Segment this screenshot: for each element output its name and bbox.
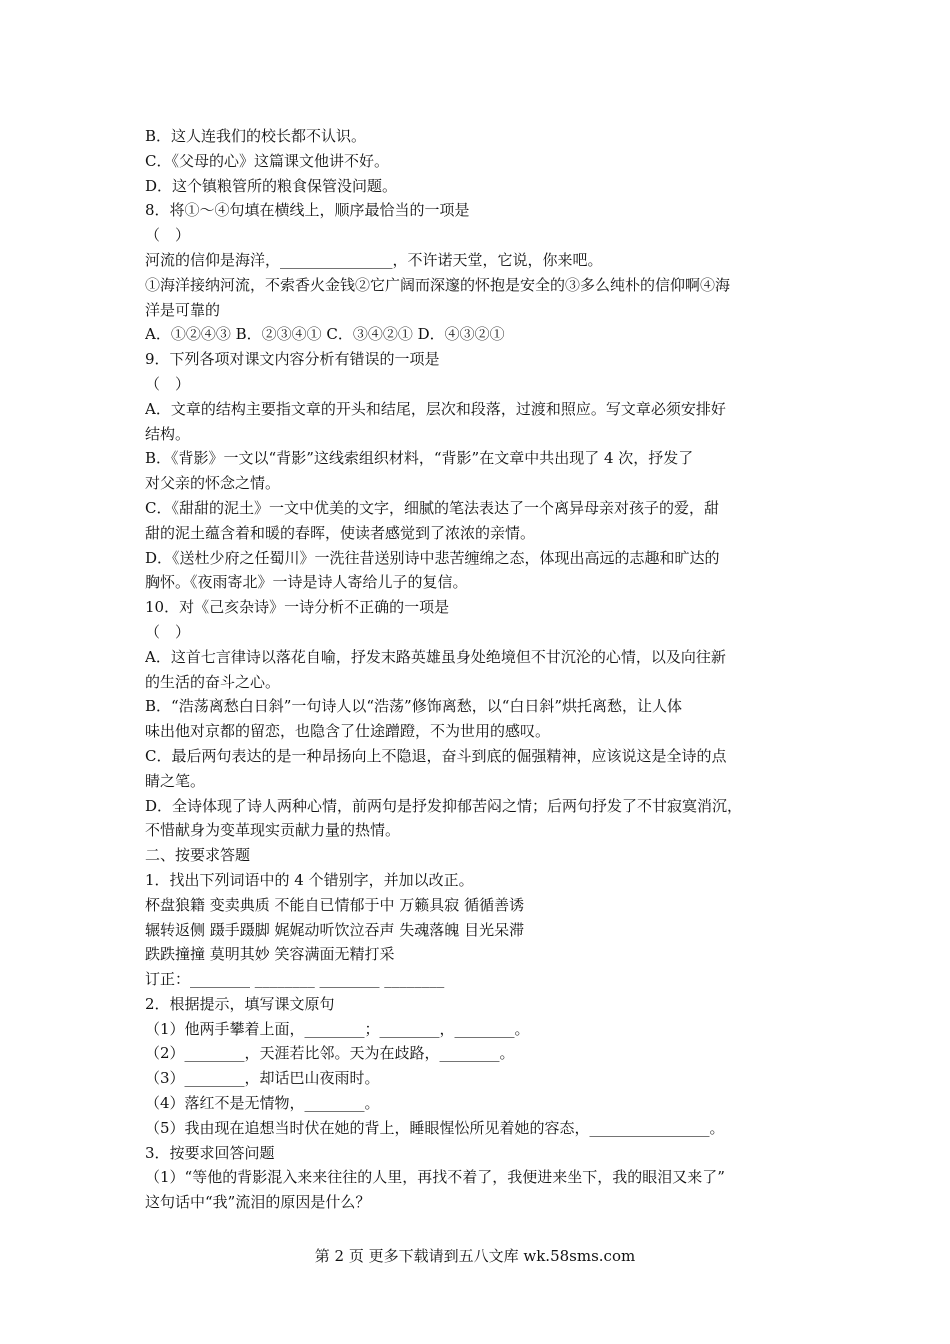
- text-line: 对父亲的怀念之情。: [145, 474, 281, 493]
- text-line: A．文章的结构主要指文章的开头和结尾，层次和段落，过渡和照应。写文章必须安排好: [145, 399, 726, 418]
- text-line: 1．找出下列词语中的 4 个错别字，并加以改正。: [145, 870, 474, 889]
- section-heading: 二、按要求答题: [145, 846, 251, 865]
- document-body: [145, 124, 825, 1215]
- page-footer: 第 2 页 更多下载请到五八文库 wk.58sms.com: [314, 1247, 636, 1265]
- text-line: 洋是可靠的: [145, 300, 221, 319]
- text-line: 这句话中“我”流泪的原因是什么？: [145, 1193, 371, 1212]
- text-line: （3）________，却话巴山夜雨时。: [145, 1069, 380, 1088]
- question-8: 8．将①～④句填在横线上，顺序最恰当的一项是: [145, 201, 470, 220]
- answer-bracket: （ ）: [145, 622, 191, 641]
- text-line: C．《父母的心》这篇课文他讲不好。: [145, 151, 389, 170]
- text-line: B．这人连我们的校长都不认识。: [145, 127, 367, 145]
- text-line: B．《背影》一文以“背影”这线索组织材料，“背影”在文章中共出现了 4 次，抒发了: [145, 449, 694, 468]
- text-line: 睛之笔。: [145, 771, 206, 790]
- text-line: A．这首七言律诗以落花自喻，抒发末路英雄虽身处绝境但不甘沉沦的心情，以及向往新: [145, 647, 726, 666]
- text-line: （5）我由现在追想当时伏在她的背上，睡眼惺忪所见着她的容态，________________。: [145, 1118, 725, 1137]
- text-line: 结构。: [145, 424, 191, 443]
- answer-bracket: （ ）: [145, 374, 191, 393]
- text-line: ①海洋接纳河流，不索香火金钱②它广阔而深邃的怀抱是安全的③多么纯朴的信仰啊④海: [145, 275, 731, 294]
- text-line: 2．根据提示，填写课文原句: [145, 994, 335, 1013]
- question-9: 9．下列各项对课文内容分析有错误的一项是: [145, 350, 440, 369]
- text-line: 河流的信仰是海洋，_______________，不许诺天堂，它说，你来吧。: [145, 250, 603, 269]
- text-line: （1）他两手攀着上面，________；________，________。: [145, 1019, 530, 1038]
- text-line: （1）“等他的背影混入来来往往的人里，再找不着了，我便进来坐下，我的眼泪又来了”: [145, 1168, 725, 1187]
- text-line: 胸怀。《夜雨寄北》一诗是诗人寄给儿子的复信。: [145, 573, 468, 592]
- text-line: 订正：________ ________ ________ ________: [145, 970, 445, 989]
- text-line: 跌跌撞撞 莫明其妙 笑容满面无精打采: [145, 945, 395, 964]
- options-line: A．①②④③ B．②③④① C．③④②① D．④③②①: [145, 325, 505, 344]
- text-line: 甜的泥土蕴含着和暖的春晖，使读者感觉到了浓浓的亲情。: [145, 523, 536, 542]
- text-line: D．《送杜少府之任蜀川》一洗往昔送别诗中悲苦缠绵之态，体现出高远的志趣和旷达的: [145, 548, 720, 567]
- text-line: 杯盘狼籍 变卖典质 不能自已情郁于中 万籁具寂 循循善诱: [145, 895, 525, 914]
- text-line: （4）落红不是无情物，________。: [145, 1094, 380, 1113]
- question-10: 10．对《己亥杂诗》一诗分析不正确的一项是: [145, 598, 450, 617]
- text-line: C．最后两句表达的是一种昂扬向上不隐退，奋斗到底的倔强精神，应该说这是全诗的点: [145, 746, 727, 765]
- text-line: 的生活的奋斗之心。: [145, 672, 281, 691]
- text-line: 不惜献身为变革现实贡献力量的热情。: [145, 821, 401, 840]
- text-line: B．“浩荡离愁白日斜”一句诗人以“浩荡”修饰离愁，以“白日斜”烘托离愁，让人体: [145, 697, 683, 716]
- text-line: 味出他对京都的留恋，也隐含了仕途蹭蹬，不为世用的感叹。: [145, 722, 551, 741]
- text-line: C．《甜甜的泥土》一文中优美的文字，细腻的笔法表达了一个离异母亲对孩子的爱，甜: [145, 498, 719, 517]
- text-line: D．这个镇粮管所的粮食保管没问题。: [145, 176, 398, 195]
- text-line: D．全诗体现了诗人两种心情，前两句是抒发抑郁苦闷之情；后两句抒发了不甘寂寞消沉，: [145, 796, 743, 815]
- text-line: 3．按要求回答问题: [145, 1143, 275, 1162]
- text-line: （2）________，天涯若比邻。天为在歧路，________。: [145, 1044, 515, 1063]
- text-line: 辗转返侧 蹑手蹑脚 娓娓动听饮泣吞声 失魂落魄 目光呆滞: [145, 920, 525, 939]
- answer-bracket: （ ）: [145, 226, 191, 245]
